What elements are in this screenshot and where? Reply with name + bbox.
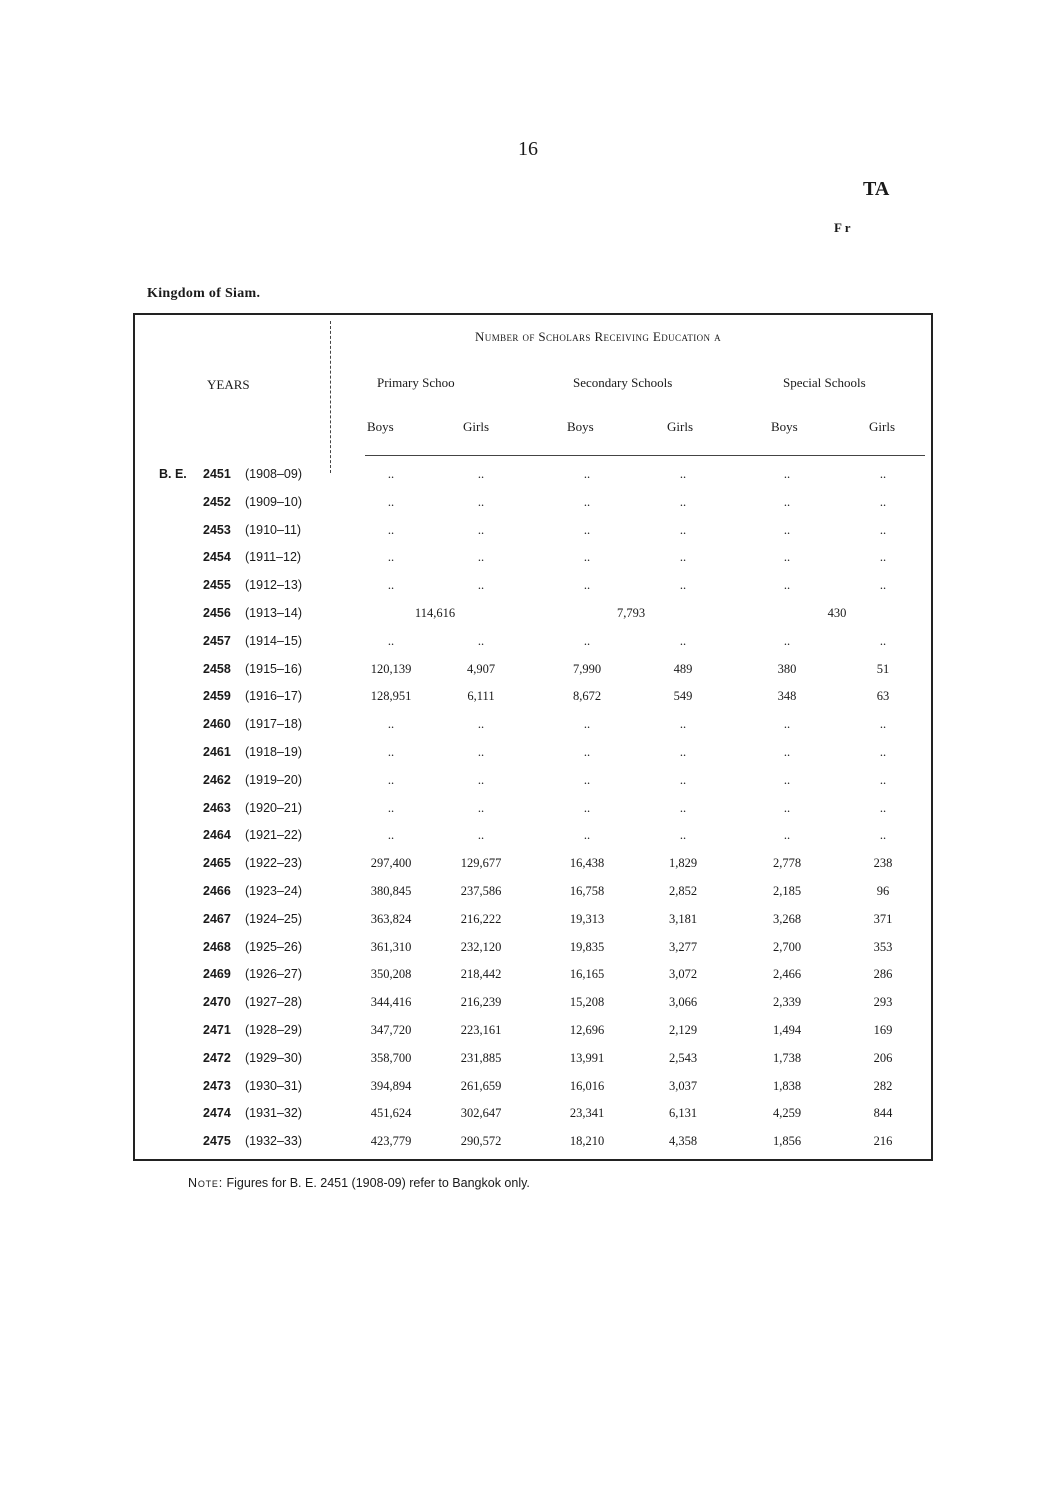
value-cell: .. (583, 522, 591, 537)
merged-total-cell: 7,793 (616, 606, 646, 620)
value-cell: .. (583, 828, 591, 843)
gregorian-year-range: (1909–10) (245, 494, 302, 509)
value-cell: 6,131 (668, 1106, 698, 1121)
buddhist-era-year: 2468 (203, 939, 231, 954)
group-header-primary: Primary Schoo (377, 375, 455, 390)
value-cell: .. (583, 745, 591, 759)
group-header-secondary: Secondary Schools (573, 375, 673, 390)
value-cell: 344,416 (370, 995, 412, 1010)
table-row (135, 1134, 935, 1162)
value-cell: .. (879, 633, 887, 648)
gregorian-year-range: (1927–28) (245, 995, 302, 1010)
value-cell: 16,016 (569, 1078, 605, 1093)
value-cell: 23,341 (569, 1106, 605, 1121)
table-row (135, 828, 935, 856)
value-cell: .. (583, 772, 591, 787)
value-cell: .. (783, 467, 791, 481)
value-cell: .. (679, 828, 687, 843)
value-cell: .. (783, 772, 791, 787)
gregorian-year-range: (1922–23) (245, 856, 302, 871)
value-cell: .. (387, 745, 395, 759)
value-cell: 2,185 (772, 884, 802, 898)
buddhist-era-year: 2465 (203, 856, 231, 871)
value-cell: 1,829 (668, 856, 698, 871)
value-cell: .. (583, 467, 591, 481)
value-cell: .. (879, 467, 887, 481)
value-cell: .. (477, 828, 485, 843)
merged-total-cell: 114,616 (414, 606, 456, 620)
footnote-label: Note: (188, 1176, 224, 1190)
value-cell: .. (583, 578, 591, 593)
value-cell: .. (879, 717, 887, 732)
subhead-primary-girls: Girls (463, 419, 489, 434)
value-cell: 2,339 (772, 995, 802, 1010)
buddhist-era-year: 2453 (203, 522, 231, 537)
gregorian-year-range: (1926–27) (245, 967, 302, 982)
gregorian-year-range: (1911–12) (245, 550, 302, 565)
buddhist-era-year: 2473 (203, 1078, 231, 1093)
gregorian-year-range: (1914–15) (245, 633, 302, 648)
value-cell: .. (679, 550, 687, 565)
value-cell: 489 (673, 661, 693, 676)
gregorian-year-range: (1924–25) (245, 911, 302, 926)
table-row (135, 578, 935, 606)
subhead-primary-boys: Boys (367, 419, 394, 434)
value-cell: .. (879, 745, 887, 759)
value-cell: .. (679, 717, 687, 732)
value-cell: .. (679, 633, 687, 648)
value-cell: .. (477, 578, 485, 593)
statistics-table (133, 313, 933, 1161)
value-cell: 8,672 (572, 689, 602, 704)
value-cell: .. (387, 772, 395, 787)
value-cell: 2,700 (772, 939, 802, 954)
era-label: B. E. (159, 467, 187, 481)
value-cell: .. (387, 717, 395, 732)
value-cell: 348 (777, 689, 797, 704)
table-row (135, 1106, 935, 1134)
value-cell: .. (477, 494, 485, 509)
value-cell: .. (387, 578, 395, 593)
table-row (135, 606, 935, 634)
value-cell: .. (477, 745, 485, 759)
value-cell: .. (387, 494, 395, 509)
value-cell: 286 (873, 967, 893, 982)
value-cell: .. (879, 550, 887, 565)
table-row (135, 940, 935, 968)
value-cell: 218,442 (460, 967, 502, 982)
buddhist-era-year: 2472 (203, 1050, 231, 1065)
value-cell: 380,845 (370, 884, 412, 898)
table-row (135, 773, 935, 801)
value-cell: 371 (873, 911, 893, 926)
gregorian-year-range: (1932–33) (245, 1134, 302, 1149)
value-cell: 1,738 (772, 1050, 802, 1065)
value-cell: 3,181 (668, 911, 698, 926)
value-cell: 12,696 (569, 1023, 605, 1037)
value-cell: 282 (873, 1078, 893, 1093)
value-cell: .. (783, 522, 791, 537)
buddhist-era-year: 2457 (203, 633, 231, 648)
value-cell: .. (879, 578, 887, 593)
table-row (135, 1023, 935, 1051)
value-cell: 261,659 (460, 1078, 502, 1093)
value-cell: .. (387, 633, 395, 648)
value-cell: 238 (873, 856, 893, 871)
value-cell: 231,885 (460, 1050, 502, 1065)
value-cell: 4,259 (772, 1106, 802, 1121)
table-row (135, 717, 935, 745)
table-row (135, 523, 935, 551)
value-cell: 358,700 (370, 1050, 412, 1065)
value-cell: .. (879, 772, 887, 787)
value-cell: 380 (777, 661, 797, 676)
value-cell: 120,139 (370, 661, 412, 676)
value-cell: 3,268 (772, 911, 802, 926)
value-cell: 18,210 (569, 1134, 605, 1149)
value-cell: .. (783, 578, 791, 593)
value-cell: 4,907 (466, 661, 496, 676)
table-row (135, 995, 935, 1023)
value-cell: .. (583, 800, 591, 815)
gregorian-year-range: (1931–32) (245, 1106, 302, 1121)
gregorian-year-range: (1918–19) (245, 745, 302, 759)
value-cell: .. (879, 494, 887, 509)
value-cell: 4,358 (668, 1134, 698, 1149)
gregorian-year-range: (1930–31) (245, 1078, 302, 1093)
value-cell: 350,208 (370, 967, 412, 982)
value-cell: 2,129 (668, 1023, 698, 1037)
value-cell: 353 (873, 939, 893, 954)
value-cell: .. (783, 717, 791, 732)
table-row (135, 467, 935, 495)
value-cell: 128,951 (370, 689, 412, 704)
value-cell: 96 (876, 884, 890, 898)
gregorian-year-range: (1923–24) (245, 884, 302, 898)
value-cell: .. (477, 467, 485, 481)
value-cell: .. (583, 633, 591, 648)
buddhist-era-year: 2456 (203, 606, 231, 620)
table-title: Number of Scholars Receiving Education a (475, 329, 721, 344)
value-cell: .. (679, 522, 687, 537)
value-cell: .. (783, 494, 791, 509)
value-cell: .. (477, 772, 485, 787)
gregorian-year-range: (1925–26) (245, 939, 302, 954)
value-cell: .. (477, 800, 485, 815)
footnote-text: Figures for B. E. 2451 (1908-09) refer to Bangkok only. (226, 1176, 530, 1190)
subhead-secondary-boys: Boys (567, 419, 594, 434)
buddhist-era-year: 2452 (203, 494, 231, 509)
value-cell: .. (387, 550, 395, 565)
value-cell: 169 (873, 1023, 893, 1037)
value-cell: .. (387, 828, 395, 843)
value-cell: 16,758 (569, 884, 605, 898)
value-cell: 13,991 (569, 1050, 605, 1065)
gregorian-year-range: (1919–20) (245, 772, 302, 787)
value-cell: 232,120 (460, 939, 502, 954)
buddhist-era-year: 2455 (203, 578, 231, 593)
value-cell: 293 (873, 995, 893, 1010)
value-cell: 6,111 (467, 689, 495, 704)
value-cell: 15,208 (569, 995, 605, 1010)
value-cell: 347,720 (370, 1023, 412, 1037)
value-cell: .. (879, 522, 887, 537)
value-cell: .. (783, 745, 791, 759)
value-cell: .. (477, 633, 485, 648)
gregorian-year-range: (1917–18) (245, 717, 302, 732)
buddhist-era-year: 2459 (203, 689, 231, 704)
table-row (135, 801, 935, 829)
subhead-special-boys: Boys (771, 419, 798, 434)
value-cell: .. (879, 800, 887, 815)
value-cell: .. (583, 494, 591, 509)
value-cell: 19,313 (569, 911, 605, 926)
value-cell: 2,778 (772, 856, 802, 871)
value-cell: 297,400 (370, 856, 412, 871)
buddhist-era-year: 2474 (203, 1106, 231, 1121)
table-row (135, 884, 935, 912)
value-cell: 363,824 (370, 911, 412, 926)
gregorian-year-range: (1928–29) (245, 1023, 302, 1037)
value-cell: 19,835 (569, 939, 605, 954)
buddhist-era-year: 2463 (203, 800, 231, 815)
value-cell: 1,494 (772, 1023, 802, 1037)
value-cell: .. (583, 717, 591, 732)
group-header-special: Special Schools (783, 375, 866, 390)
years-header: YEARS (207, 377, 250, 392)
value-cell: .. (679, 772, 687, 787)
gregorian-year-range: (1910–11) (245, 522, 302, 537)
table-row (135, 745, 935, 773)
value-cell: 290,572 (460, 1134, 502, 1149)
value-cell: 16,438 (569, 856, 605, 871)
value-cell: 223,161 (460, 1023, 502, 1037)
value-cell: 3,277 (668, 939, 698, 954)
value-cell: 1,856 (772, 1134, 802, 1149)
buddhist-era-year: 2475 (203, 1134, 231, 1149)
value-cell: 3,072 (668, 967, 698, 982)
value-cell: 549 (673, 689, 693, 704)
table-row (135, 662, 935, 690)
value-cell: .. (477, 717, 485, 732)
table-row (135, 1079, 935, 1107)
table-row (135, 1051, 935, 1079)
years-column-divider (330, 321, 331, 473)
value-cell: 423,779 (370, 1134, 412, 1149)
merged-total-cell: 430 (827, 606, 847, 620)
table-caption: Kingdom of Siam. (147, 286, 261, 301)
value-cell: 216,222 (460, 911, 502, 926)
buddhist-era-year: 2467 (203, 911, 231, 926)
table-row (135, 495, 935, 523)
buddhist-era-year: 2458 (203, 661, 231, 676)
value-cell: .. (583, 550, 591, 565)
value-cell: 361,310 (370, 939, 412, 954)
value-cell: 206 (873, 1050, 893, 1065)
table-row (135, 856, 935, 884)
value-cell: 237,586 (460, 884, 502, 898)
gregorian-year-range: (1920–21) (245, 800, 302, 815)
value-cell: .. (679, 745, 687, 759)
page-number: 16 (518, 138, 538, 160)
value-cell: .. (387, 800, 395, 815)
value-cell: 2,543 (668, 1050, 698, 1065)
table-row (135, 967, 935, 995)
value-cell: .. (879, 828, 887, 843)
value-cell: .. (679, 494, 687, 509)
value-cell: 451,624 (370, 1106, 412, 1121)
header-rule (365, 455, 925, 456)
value-cell: 63 (876, 689, 890, 704)
buddhist-era-year: 2464 (203, 828, 231, 843)
gregorian-year-range: (1908–09) (245, 467, 302, 481)
value-cell: 844 (873, 1106, 893, 1121)
value-cell: 16,165 (569, 967, 605, 982)
value-cell: .. (783, 800, 791, 815)
table-row (135, 912, 935, 940)
gregorian-year-range: (1929–30) (245, 1050, 302, 1065)
gregorian-year-range: (1916–17) (245, 689, 302, 704)
gregorian-year-range: (1921–22) (245, 828, 302, 843)
corner-subheading-fragment: F r (834, 220, 851, 235)
table-row (135, 550, 935, 578)
table-row (135, 689, 935, 717)
subhead-secondary-girls: Girls (667, 419, 693, 434)
buddhist-era-year: 2451 (203, 467, 231, 481)
gregorian-year-range: (1915–16) (245, 661, 302, 676)
subhead-special-girls: Girls (869, 419, 895, 434)
value-cell: .. (783, 633, 791, 648)
value-cell: 7,990 (572, 661, 602, 676)
value-cell: 302,647 (460, 1106, 502, 1121)
value-cell: 3,037 (668, 1078, 698, 1093)
buddhist-era-year: 2462 (203, 772, 231, 787)
buddhist-era-year: 2460 (203, 717, 231, 732)
value-cell: .. (679, 800, 687, 815)
gregorian-year-range: (1912–13) (245, 578, 302, 593)
value-cell: .. (783, 828, 791, 843)
value-cell: 129,677 (460, 856, 502, 871)
footnote (188, 1176, 530, 1190)
value-cell: .. (783, 550, 791, 565)
value-cell: 2,852 (668, 884, 698, 898)
value-cell: .. (387, 467, 395, 481)
value-cell: 2,466 (772, 967, 802, 982)
value-cell: .. (477, 522, 485, 537)
value-cell: .. (679, 467, 687, 481)
value-cell: 394,894 (370, 1078, 412, 1093)
buddhist-era-year: 2469 (203, 967, 231, 982)
gregorian-year-range: (1913–14) (245, 606, 302, 620)
value-cell: 3,066 (668, 995, 698, 1010)
value-cell: 216 (873, 1134, 893, 1149)
buddhist-era-year: 2466 (203, 884, 231, 898)
value-cell: 1,838 (772, 1078, 802, 1093)
buddhist-era-year: 2471 (203, 1023, 231, 1037)
table-row (135, 634, 935, 662)
buddhist-era-year: 2461 (203, 745, 231, 759)
value-cell: 51 (876, 661, 890, 676)
corner-heading-fragment: TA (863, 178, 890, 200)
buddhist-era-year: 2470 (203, 995, 231, 1010)
buddhist-era-year: 2454 (203, 550, 231, 565)
value-cell: .. (679, 578, 687, 593)
value-cell: .. (477, 550, 485, 565)
value-cell: .. (387, 522, 395, 537)
value-cell: 216,239 (460, 995, 502, 1010)
